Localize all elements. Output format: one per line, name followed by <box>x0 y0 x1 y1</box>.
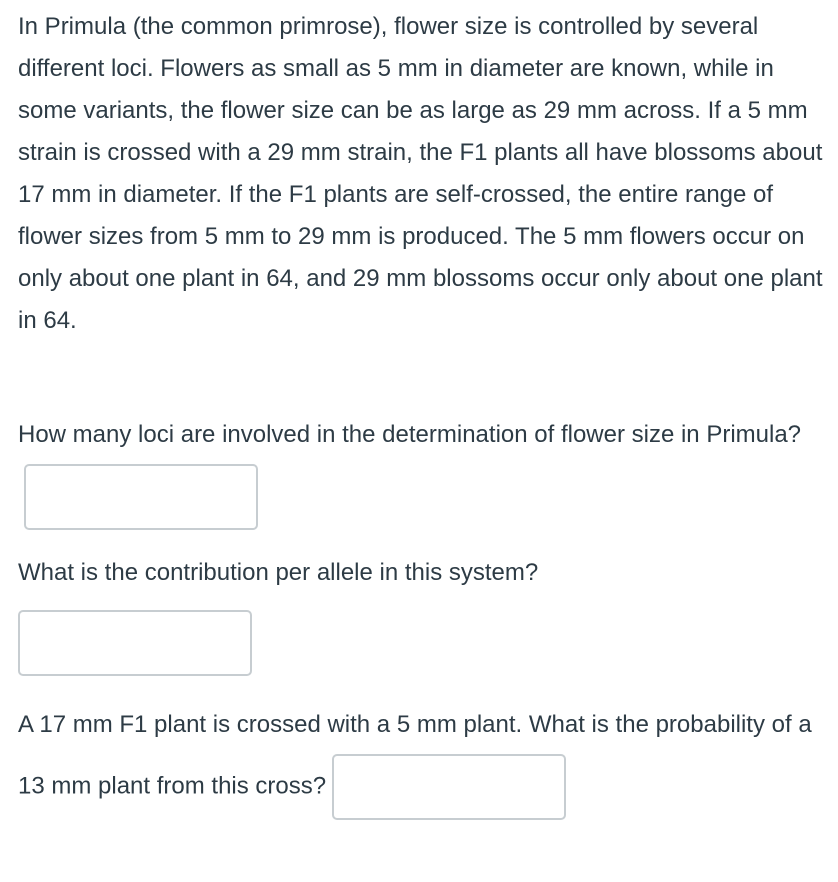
question-contribution-text: What is the contribution per allele in this system? <box>18 559 539 586</box>
answer-contribution-box[interactable] <box>18 610 252 676</box>
question-loci <box>18 406 828 530</box>
question-contribution <box>18 554 828 676</box>
answer-probability-box[interactable] <box>332 754 566 820</box>
question-loci-text: How many loci are involved in the determination of flower size in Primula? <box>18 421 802 448</box>
question-probability <box>18 696 828 820</box>
answer-loci-box[interactable] <box>24 464 258 530</box>
question-probability-text: A 17 mm F1 plant is crossed with a 5 mm plant. What is the probability of a 13 mm plant from this cross? <box>18 711 812 800</box>
problem-statement: In Primula (the common primrose), flower size is controlled by several different loci. Flowers as small as 5 mm in diameter are known, while in some variants, the flower size can be as large as 29 mm across. If a 5 mm strain is crossed with a 29 mm strain, the F1 plants all have blossoms about 17 mm in diameter. If the F1 plants are self-crossed, the entire range of flower sizes from 5 mm to 29 mm is produced. The 5 mm flowers occur on only about one plant in 64, and 29 mm blossoms occur only about one plant in 64. <box>18 13 823 334</box>
